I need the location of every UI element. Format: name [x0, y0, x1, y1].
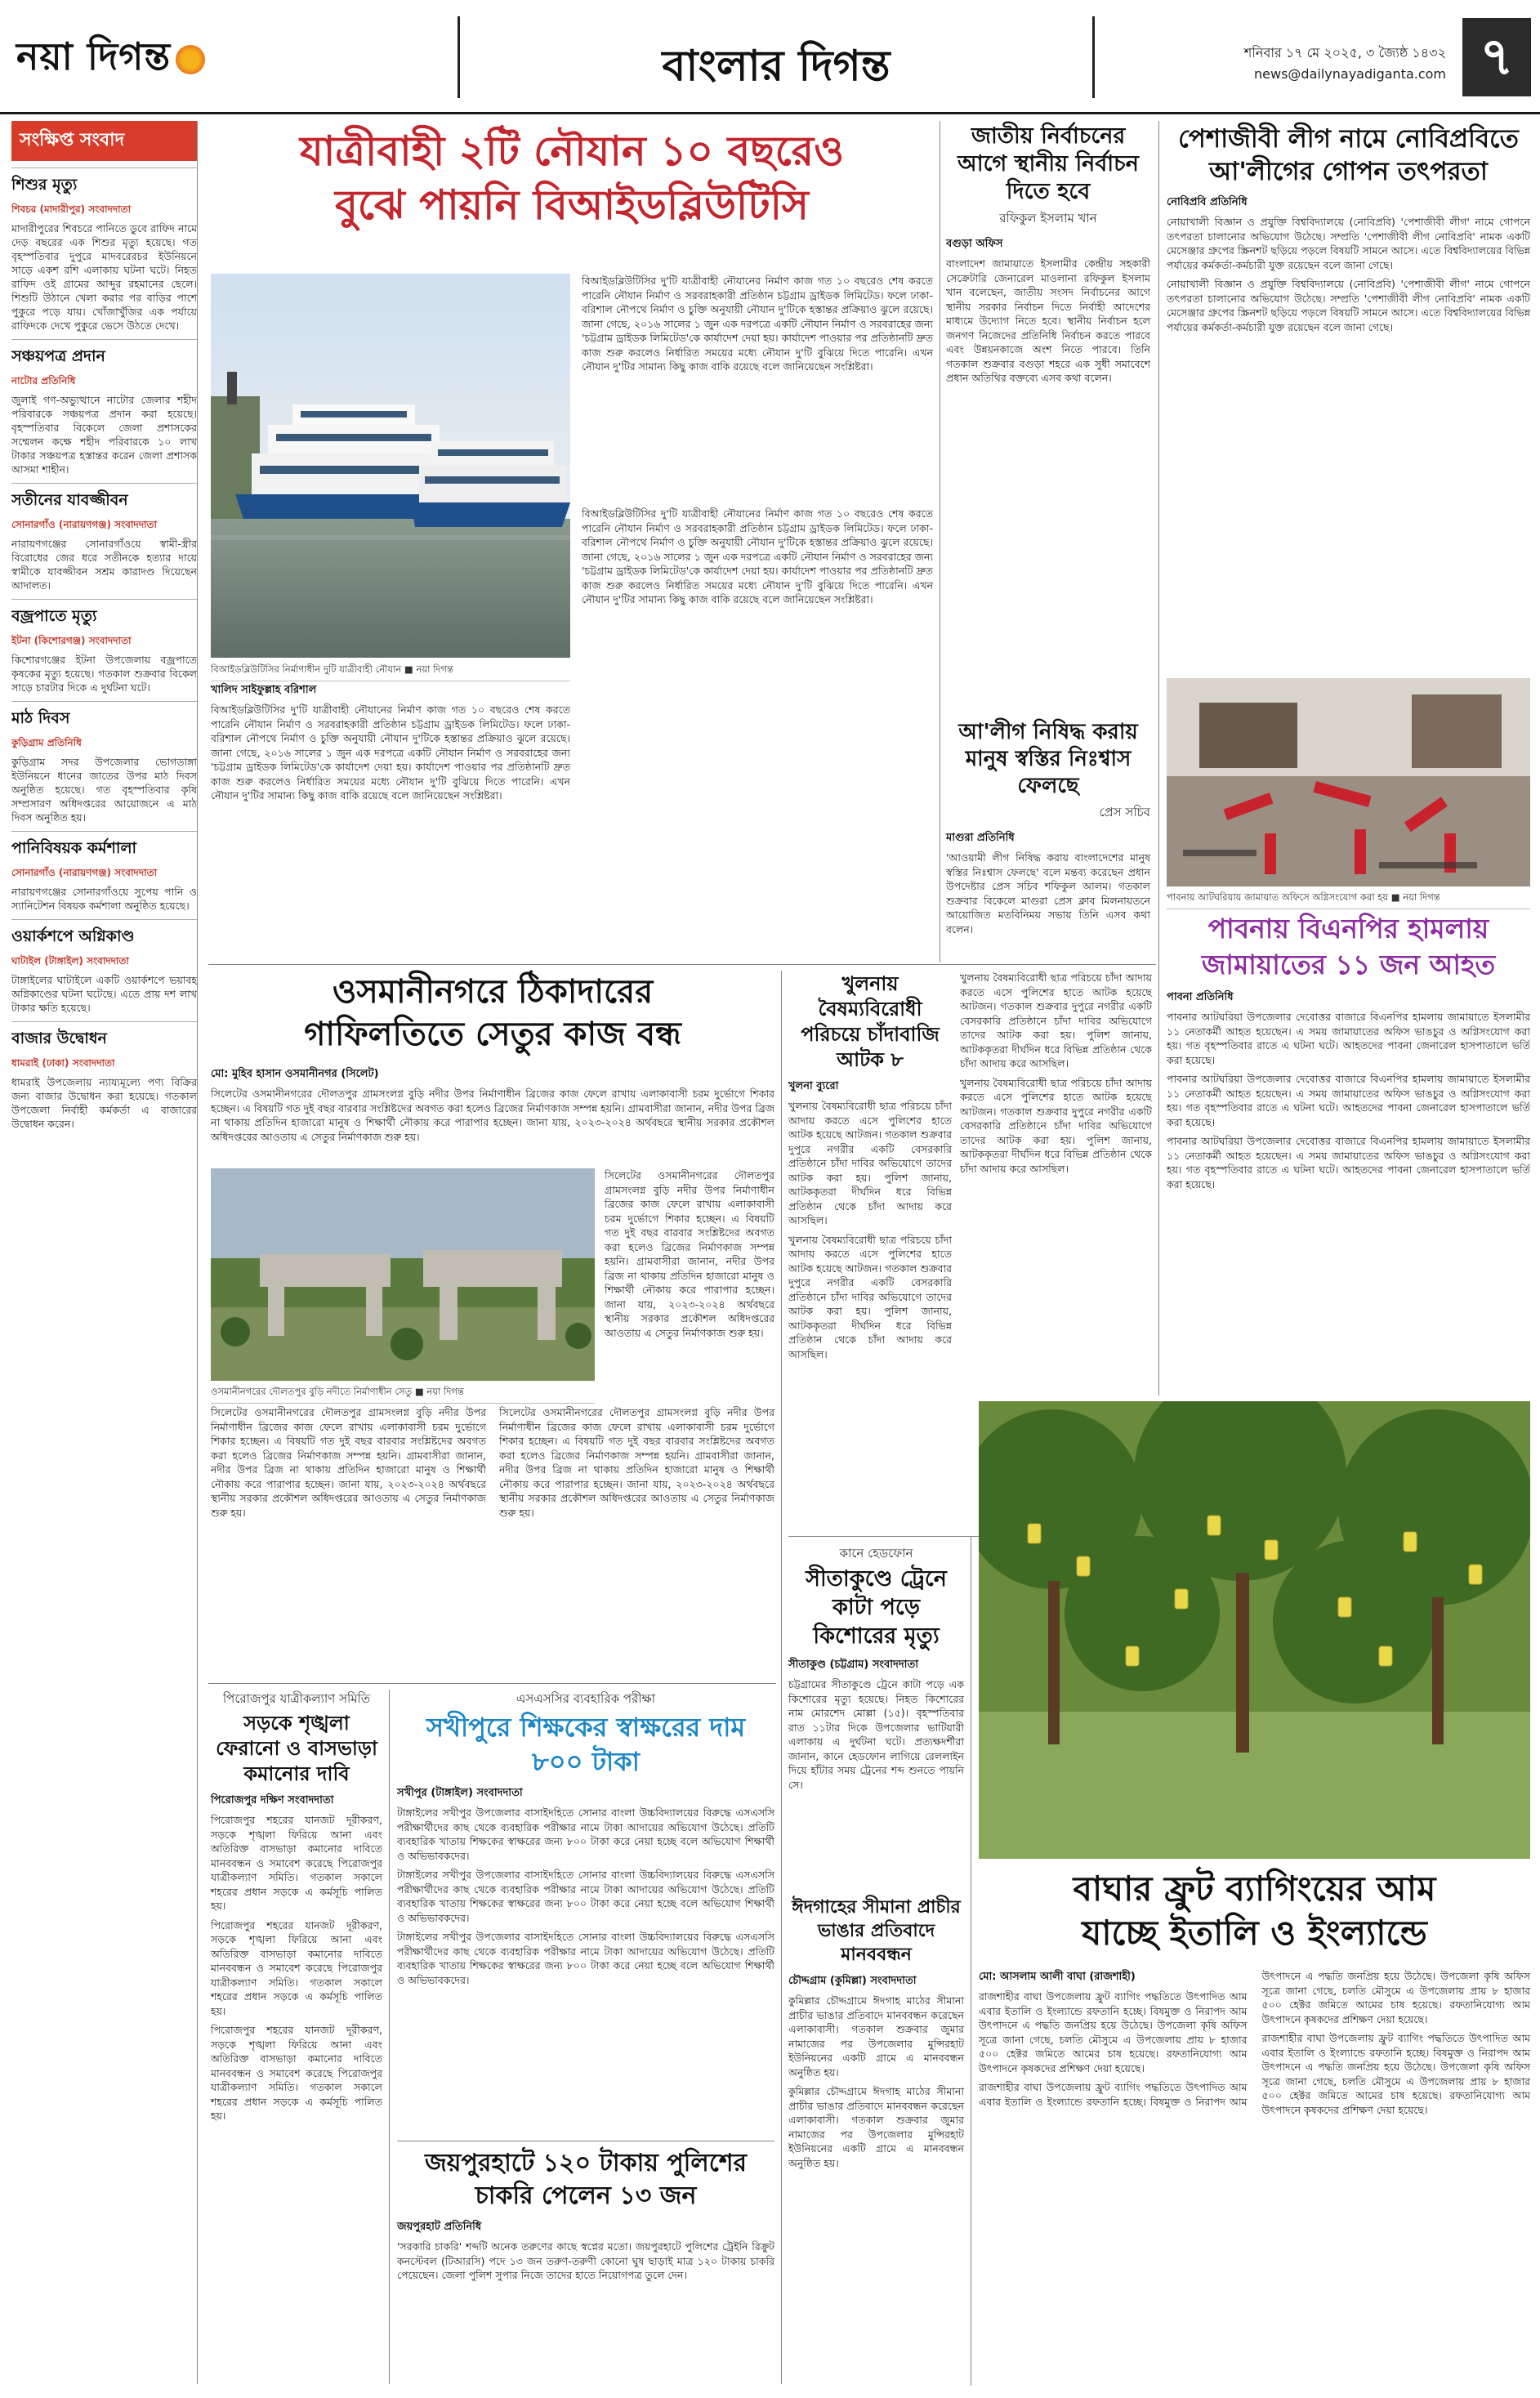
election-story[interactable] — [946, 123, 1150, 386]
train-kicker: কানে হেডফোন — [839, 1546, 913, 1561]
awamileague-byline: মাগুরা প্রতিনিধি — [946, 832, 1015, 844]
bridge-construction-illustration — [211, 1168, 595, 1381]
brief-item[interactable] — [11, 1021, 197, 1131]
extortion-headline: খুলনায় বৈষম্যবিরোধী পরিচয়ে চাঁদাবাজি আটক ৮ — [801, 971, 940, 1071]
brief-body: জুলাই গণ-অভ্যুত্থানে নাটোর জেলার শহীদ পরিবারকে সঞ্চয়পত্র প্রদান করা হয়েছে। বৃহস্পতিবার বিকেলে জেলা প্রশাসকের সম্মেলন কক্ষে শহীদ পরিবারকে ১০ লাখ টাকার সঞ্চয়পত্র হস্তান্তর করেন জেলা প্রশাসক আসমা শাহীন। — [11, 394, 197, 476]
pabna-story[interactable] — [1167, 911, 1530, 1191]
brief-item[interactable] — [11, 483, 197, 592]
road-body-continued: পিরোজপুর শহরের যানজট দূরীকরণ, সড়কে শৃঙ্খলা ফিরিয়ে আনা এবং অতিরিক্ত বাসভাড়া কমানোর দাবিতে মানববন্ধন ও সমাবেশ করেছে পিরোজপুর যাত্রীকল্যাণ সমিতি। গতকাল সকালে শহরের প্রধান সড়কে এ কর্মসূচি পালিত হয়। — [211, 1918, 382, 2017]
brief-title: সতীনের যাবজ্জীবন — [11, 483, 197, 515]
extortion-byline: খুলনা ব্যুরো — [788, 1080, 839, 1092]
lead-body-more: বিআইডব্লিউটিসির দু'টি যাত্রীবাহী নৌযানের নির্মাণ কাজ গত ১০ বছরেও শেষ করতে পারেনি নৌযান নির্মাণ ও সরবরাহকারী প্রতিষ্ঠান চট্টগ্রাম ড্রাইডক লিমিটেড। ফলে ঢাকা-বরিশাল নৌপথে নির্মাণ ও চুক্তি অনুযায়ী নৌযান দু'টিকে হস্তান্তর প্রক্রিয়াও ঝুলে রয়েছে। জানা গেছে, ২০১৬ সালের ১ জুন এক দরপত্রে একটি নৌযান নির্মাণ ও সরবরাহের জন্য 'চট্টগ্রাম ড্রাইডক লিমিটেড'কে কার্যাদেশ দেয়া হয়। কার্যাদেশ পাওয়ার পর প্রতিষ্ঠানটি দ্রুত কাজ শুরু করলেও নির্ধারিত সময়ের মধ্যে নৌযান দু'টি বুঝিয়ে দিতে পারেনি। এখন নৌযান দু'টির সামান্য কিছু কাজ বাকি রয়েছে বলে জানিয়েছেন সংশ্লিষ্টরা। — [582, 507, 933, 605]
column-rule — [389, 1690, 390, 2384]
brief-byline: সোনারগাঁও (নারায়ণগঞ্জ) সংবাদদাতা — [11, 519, 158, 530]
contact-email[interactable]: news@dailynayadiganta.com — [1254, 66, 1446, 82]
brief-item[interactable] — [11, 599, 197, 694]
police-byline: জয়পুরহাট প্রতিনিধি — [397, 2221, 482, 2233]
brief-title: বজ্রপাতে মৃত্যু — [11, 599, 197, 631]
bridge-headline-line-2: গাফিলতিতে সেতুর কাজ বন্ধ — [304, 1015, 681, 1053]
mango-headline-text — [979, 1867, 1530, 1955]
brief-body: টাঙ্গাইলের ঘাটাইলে একটি ওয়ার্কশপে ভয়াবহ অগ্নিকাণ্ডের ঘটনা ঘটেছে। এতে প্রায় দশ লাখ টাকার ক্ষতি হয়েছে। — [11, 974, 197, 1014]
brief-byline: ঘাটাইল (টাঙ্গাইল) সংবাদদাতা — [11, 955, 129, 967]
brief-title: মাঠ দিবস — [11, 701, 197, 733]
section-rule — [208, 1683, 776, 1684]
brief-body: কিশোরগঞ্জের ইটনা উপজেলায় বজ্রপাতে কৃষকের মৃত্যু হয়েছে। গতকাল শুক্রবার বিকেল সাড়ে চারটার দিকে এ দুর্ঘটনা ঘটে। — [11, 654, 197, 694]
awamileague-headline: আ'লীগ নিষিদ্ধ করায় মানুষ স্বস্তির নিঃশ্বাস ফেলছে — [958, 720, 1138, 798]
awamileague-speaker: প্রেস সচিব — [1099, 805, 1150, 819]
issue-date: শনিবার ১৭ মে ২০২৫, ৩ জ্যৈষ্ঠ ১৪৩২ — [1243, 45, 1446, 60]
pabna-photo-caption: পাবনায় আটঘরিয়ায় জামায়াত অফিসে অগ্নিসংযোগ করা হয় ■ নয়া দিগন্ত — [1167, 888, 1530, 909]
brief-byline: শিবচর (মাদারীপুর) সংবাদদাতা — [11, 203, 132, 215]
mango-headline[interactable] — [979, 1867, 1530, 1955]
ship-illustration — [211, 274, 570, 658]
lead-photo-caption: বিআইডব্লিউটিসির নির্মাণাধীন দুটি যাত্রীবাহী নৌযান ■ নয়া দিগন্ত — [211, 660, 570, 681]
lead-body-text: বিআইডব্লিউটিসির দু'টি যাত্রীবাহী নৌযানের নির্মাণ কাজ গত ১০ বছরেও শেষ করতে পারেনি নৌযান নির্মাণ ও সরবরাহকারী প্রতিষ্ঠান চট্টগ্রাম ড্রাইডক লিমিটেড। ফলে ঢাকা-বরিশাল নৌপথে নির্মাণ ও চুক্তি অনুযায়ী নৌযান দু'টিকে হস্তান্তর প্রক্রিয়াও ঝুলে রয়েছে। জানা গেছে, ২০১৬ সালের ১ জুন এক দরপত্রে একটি নৌযান নির্মাণ ও সরবরাহের জন্য 'চট্টগ্রাম ড্রাইডক লিমিটেড'কে কার্যাদেশ দেয়া হয়। কার্যাদেশ পাওয়ার পর প্রতিষ্ঠানটি দ্রুত কাজ শুরু করলেও নির্ধারিত সময়ের মধ্যে নৌযান দু'টি বুঝিয়ে দিতে পারেনি। এখন নৌযান দু'টির সামান্য কিছু কাজ বাকি রয়েছে বলে জানিয়েছেন সংশ্লিষ্টরা। — [211, 703, 570, 802]
bridge-body-cols — [211, 1405, 774, 1522]
vandalized-office-illustration — [1167, 678, 1530, 886]
lead-headline[interactable] — [208, 124, 935, 232]
bridge-headline-line-1: ওসমানীনগরে ঠিকাদারের — [332, 972, 654, 1011]
brief-body: নারায়ণগঞ্জের সোনারগাঁওয়ে স্বামী-স্ত্রীর বিরোধের জের ধরে সতীনকে হত্যার দায়ে স্বামীকে যাবজ্জীবন সশ্রম কারাদণ্ড দিয়েছেন আদালত। — [11, 538, 197, 592]
mango-body-more: রাজশাহীর বাঘা উপজেলায় ফ্রুট ব্যাগিং পদ্ধতিতে উৎপাদিত আম এবার ইতালি ও ইংল্যান্ডে রফতানি হচ্ছে। বিষমুক্ত ও নিরাপদ আম উৎপাদনে এ পদ্ধতি জনপ্রিয় হয়ে উঠেছে। উপজেলা কৃষি অফিস সূত্রে জানা গেছে, চলতি মৌসুমে এ উপজেলায় প্রায় ৮ হাজার ৫০০ হেক্টর জমিতে আমের চাষ হয়েছে। রফতানিযোগ্য আম উৎপাদনে কৃষকদের প্রশিক্ষণ দেয়া হয়েছে। — [1261, 2032, 1530, 2116]
extortion-col-2 — [960, 971, 1152, 1176]
bridge-caption-text: ওসমানীনগরের দৌলতপুর বুড়ি নদীতে নির্মাণাধীন সেতু — [211, 1386, 413, 1397]
lead-caption-text: বিআইডব্লিউটিসির নির্মাণাধীন দুটি যাত্রীবাহী নৌযান — [211, 663, 402, 675]
election-byline: বগুড়া অফিস — [946, 238, 1003, 250]
professional-headline: পেশাজীবী লীগ নামে নোবিপ্রবিতে আ'লীগের গোপন তৎপরতা — [1178, 124, 1519, 186]
pabna-credit: নয়া দিগন্ত — [1403, 891, 1440, 903]
train-story[interactable] — [788, 1544, 964, 1792]
exam-byline: সখীপুর (টাঙ্গাইল) সংবাদদাতা — [397, 1787, 523, 1799]
lead-body-col-1 — [211, 682, 570, 803]
brief-byline: ধামরাই (ঢাকা) সংবাদদাতা — [11, 1057, 115, 1069]
bridge-photo[interactable] — [211, 1168, 595, 1381]
professional-body-continued: নোয়াখালী বিজ্ঞান ও প্রযুক্তি বিশ্ববিদ্যালয়ে (নোবিপ্রবি) 'পেশাজীবী লীগ' নামে গোপনে তৎপরতা চালানোর অভিযোগ উঠেছে। সম্প্রতি 'পেশাজীবী লীগ নোবিপ্রবি' নামক একটি মেসেঞ্জার গ্রুপের স্ক্রিনশট ছড়িয়ে পড়লে বিষয়টি সামনে আসে। এতে বিশ্ববিদ্যালয়ের বিভিন্ন পর্যায়ের কর্মকর্তা-কর্মচারী যুক্ত রয়েছেন বলে জানা গেছে। — [1167, 278, 1530, 333]
bridge-side-col — [605, 1168, 774, 1340]
bridge-photo-caption: ওসমানীনগরের দৌলতপুর বুড়ি নদীতে নির্মাণাধীন সেতু ■ নয়া দিগন্ত — [211, 1382, 595, 1404]
wall-byline: চৌদ্দগ্রাম (কুমিল্লা) সংবাদদাতা — [788, 1975, 917, 1987]
lead-body-col-2 — [582, 274, 933, 374]
column-rule — [781, 971, 782, 2384]
train-byline: সীতাকুণ্ড (চট্টগ্রাম) সংবাদদাতা — [788, 1659, 918, 1671]
road-headline: সড়কে শৃঙ্খলা ফেরানো ও বাসভাড়া কমানোর দাবি — [216, 1711, 377, 1785]
brief-body: নারায়ণগঞ্জের সোনারগাঁওয়ে সুপেয় পানি ও স্যানিটেশন বিষয়ক কর্মশালা অনুষ্ঠিত হয়েছে। — [11, 886, 197, 912]
bridge-intro — [211, 1066, 774, 1144]
lead-headline-line-2: বুঝে পায়নি বিআইডব্লিউটিসি — [335, 181, 809, 229]
mango-body-continued: রাজশাহীর বাঘা উপজেলায় ফ্রুট ব্যাগিং পদ্ধতিতে উৎপাদিত আম এবার ইতালি ও ইংল্যান্ডে রফতানি হচ্ছে। বিষমুক্ত ও নিরাপদ আম উৎপাদনে এ পদ্ধতি জনপ্রিয় হয়ে উঠেছে। উপজেলা কৃষি অফিস সূত্রে জানা গেছে, চলতি মৌসুমে এ উপজেলায় প্রায় ৮ হাজার ৫০০ হেক্টর জমিতে আমের চাষ হয়েছে। রফতানিযোগ্য আম উৎপাদনে কৃষকদের প্রশিক্ষণ দেয়া হয়েছে। — [979, 1970, 1530, 2108]
extortion-body-continued: খুলনায় বৈষম্যবিরোধী ছাত্র পরিচয়ে চাঁদা আদায় করতে এসে পুলিশের হাতে আটক হয়েছে আটজন। গতকাল শুক্রবার দুপুরে নগরীর একটি বেসরকারি প্রতিষ্ঠানে চাঁদা দাবির অভিযোগে তাদের আটক করা হয়। পুলিশ জানায়, আটককৃতরা দীর্ঘদিন ধরে বিভিন্ন প্রতিষ্ঠান থেকে চাঁদা আদায় করে আসছিল। — [788, 1233, 953, 1360]
awamileague-story[interactable] — [946, 719, 1150, 936]
column-rule — [1158, 121, 1159, 1395]
election-headline: জাতীয় নির্বাচনের আগে স্থানীয় নির্বাচন দিতে হবে — [957, 123, 1139, 204]
pabna-body-more: পাবনার আটঘরিয়া উপজেলার দেবোত্তর বাজারে বিএনপির হামলায় জামায়াতে ইসলামীর ১১ নেতাকর্মী আহত হয়েছেন। এ সময় জামায়াতের অফিস ভাঙচুর ও অগ্নিসংযোগ করা হয়। গত বৃহস্পতিবার রাতে এ ঘটনা ঘটে। আহতদের পাবনা জেনারেল হাসপাতালে ভর্তি করা হয়েছে। — [1167, 1135, 1530, 1190]
train-body: চট্টগ্রামের সীতাকুণ্ডে ট্রেনে কাটা পড়ে এক কিশোরের মৃত্যু হয়েছে। নিহত কিশোরের নাম মোরশেদ মোল্লা (১৫)। বৃহস্পতিবার রাত ১১টার দিকে উপজেলার ভাটিয়ারী এলাকায় এ দুর্ঘটনা ঘটে। প্রত্যক্ষদর্শীরা জানান, কানে হেডফোন লাগিয়ে রেললাইন দিয়ে হাঁটার সময় ট্রেনের শব্দ শুনতে পায়নি সে। — [788, 1678, 964, 1791]
brief-body: ধামরাই উপজেলায় ন্যায্যমূল্যে পণ্য বিক্রির জন্য বাজার উদ্বোধন করা হয়েছে। গতকাল উপজেলা নির্বাহী কর্মকর্তা এ বাজারের উদ্বোধন করেন। — [11, 1076, 197, 1130]
police-story[interactable] — [397, 2147, 774, 2283]
mango-photo[interactable] — [979, 1401, 1530, 1859]
mango-orchard-illustration — [979, 1401, 1530, 1859]
logo-text: নয়া দিগন্ত — [16, 34, 172, 78]
page-number: ৭ — [1462, 18, 1531, 96]
brief-byline: সোনারগাঁও (নারায়ণগঞ্জ) সংবাদদাতা — [11, 867, 158, 878]
section-title: বাংলার দিগন্ত — [662, 41, 891, 91]
brief-title: সঞ্চয়পত্র প্রদান — [11, 339, 197, 371]
exam-body: টাঙ্গাইলের সখীপুর উপজেলার বাসাইদহিতে সোনার বাংলা উচ্চবিদ্যালয়ের বিরুদ্ধে এসএসসি পরীক্ষার্থীদের কাছ থেকে ব্যবহারিক পরীক্ষার নামে টাকা আদায়ের অভিযোগ উঠেছে। প্রতিটি ব্যবহারিক খাতায় শিক্ষকের স্বাক্ষরের জন্য ৮০০ টাকা করে নেয়া হচ্ছে বলে অভিযোগ শিক্ষার্থী ও অভিভাবকদের। — [397, 1806, 774, 1862]
bridge-story-head[interactable] — [211, 971, 774, 1056]
dateline — [1225, 42, 1446, 85]
lead-body-col-3 — [582, 507, 933, 607]
professional-byline: নোবিপ্রবি প্রতিনিধি — [1167, 196, 1248, 208]
bridge-body-more: সিলেটের ওসমানীনগরের দৌলতপুর গ্রামসংলগ্ন বুড়ি নদীর উপর নির্মাণাধীন ব্রিজের কাজ ফেলে রাখায় এলাকাবাসী চরম দুর্ভোগে শিকার হচ্ছেন। এ বিষয়টি গত দুই বছর বারবার সংশ্লিষ্টদের অবগত করা হলেও ব্রিজের নির্মাণকাজ সম্পন্ন হয়নি। গ্রামবাসীরা জানান, নদীর উপর ব্রিজ না থাকায় প্রতিদিন হাজারো মানুষ ও শিক্ষার্থী নৌকায় করে পারাপার হচ্ছেন। জানা যায়, ২০২৩-২০২৪ অর্থবছরে স্থানীয় সরকার প্রকৌশল অধিদপ্তরের আওতায় এ সেতুর নির্মাণকাজ শুরু হয়। — [499, 1406, 774, 1519]
brief-item[interactable] — [11, 919, 197, 1015]
mango-headline-line-2: যাচ্ছে ইতালি ও ইংল্যান্ডে — [1082, 1913, 1427, 1953]
newspaper-logo[interactable] — [16, 31, 261, 88]
extortion-body: খুলনায় বৈষম্যবিরোধী ছাত্র পরিচয়ে চাঁদা আদায় করতে এসে পুলিশের হাতে আটক হয়েছে আটজন। গতকাল শুক্রবার দুপুরে নগরীর একটি বেসরকারি প্রতিষ্ঠানে চাঁদা দাবির অভিযোগে তাদের আটক করা হয়। পুলিশ জানায়, আটককৃতরা দীর্ঘদিন ধরে বিভিন্ন প্রতিষ্ঠান থেকে চাঁদা আদায় করে আসছিল। — [788, 1100, 953, 1226]
pabna-headline: পাবনায় বিএনপির হামলায় জামায়াতের ১১ জন আহত — [1201, 913, 1496, 980]
pabna-body-continued: পাবনার আটঘরিয়া উপজেলার দেবোত্তর বাজারে বিএনপির হামলায় জামায়াতে ইসলামীর ১১ নেতাকর্মী আহত হয়েছেন। এ সময় জামায়াতের অফিস ভাঙচুর ও অগ্নিসংযোগ করা হয়। গত বৃহস্পতিবার রাতে এ ঘটনা ঘটে। আহতদের পাবনা জেনারেল হাসপাতালে ভর্তি করা হয়েছে। — [1167, 1073, 1530, 1128]
brief-title: শিশুর মৃত্যু — [11, 167, 197, 199]
mango-body-text: রাজশাহীর বাঘা উপজেলায় ফ্রুট ব্যাগিং পদ্ধতিতে উৎপাদিত আম এবার ইতালি ও ইংল্যান্ডে রফতানি হচ্ছে। বিষমুক্ত ও নিরাপদ আম উৎপাদনে এ পদ্ধতি জনপ্রিয় হয়ে উঠেছে। উপজেলা কৃষি অফিস সূত্রে জানা গেছে, চলতি মৌসুমে এ উপজেলায় প্রায় ৮ হাজার ৫০০ হেক্টর জমিতে আমের চাষ হয়েছে। রফতানিযোগ্য আম উৎপাদনে কৃষকদের প্রশিক্ষণ দেয়া হয়েছে। — [979, 1990, 1248, 2074]
lead-headline-line-1: যাত্রীবাহী ২টি নৌযান ১০ বছরেও — [300, 127, 844, 175]
road-kicker: পিরোজপুর যাত্রীকল্যাণ সমিতি — [222, 1691, 371, 1706]
pabna-body: পাবনার আটঘরিয়া উপজেলার দেবোত্তর বাজারে বিএনপির হামলায় জামায়াতে ইসলামীর ১১ নেতাকর্মী আহত হয়েছেন। এ সময় জামায়াতের অফিস ভাঙচুর ও অগ্নিসংযোগ করা হয়। গত বৃহস্পতিবার রাতে এ ঘটনা ঘটে। আহতদের পাবনা জেনারেল হাসপাতালে ভর্তি করা হয়েছে। — [1167, 1011, 1530, 1066]
brief-byline: নাটোর প্রতিনিধি — [11, 375, 76, 386]
awamileague-body: 'আওয়ামী লীগ নিষিদ্ধ করায় বাংলাদেশের মানুষ স্বস্তির নিঃশ্বাস ফেলছে' বলে মন্তব্য করেছেন প্রধান উপদেষ্টার প্রেস সচিব শফিকুল আলম। গতকাল শুক্রবার বিকেলে মাগুরা প্রেস ক্লাব মিলনায়তনে আয়োজিত মতবিনিময় সভায় তিনি এসব কথা বলেন। — [946, 851, 1150, 936]
briefs-column — [11, 121, 198, 2384]
pabna-byline: পাবনা প্রতিনিধি — [1167, 991, 1234, 1003]
brief-item[interactable] — [11, 339, 197, 476]
professional-body: নোয়াখালী বিজ্ঞান ও প্রযুক্তি বিশ্ববিদ্যালয়ে (নোবিপ্রবি) 'পেশাজীবী লীগ' নামে গোপনে তৎপরতা চালানোর অভিযোগ উঠেছে। সম্প্রতি 'পেশাজীবী লীগ নোবিপ্রবি' নামক একটি মেসেঞ্জার গ্রুপের স্ক্রিনশট ছড়িয়ে পড়লে বিষয়টি সামনে আসে। এতে বিশ্ববিদ্যালয়ের বিভিন্ন পর্যায়ের কর্মকর্তা-কর্মচারী যুক্ত রয়েছেন বলে জানা গেছে। — [1167, 216, 1530, 271]
mango-byline: মো: আসলাম আলী বাঘা (রাজশাহী) — [979, 1971, 1136, 1983]
brief-item[interactable] — [11, 701, 197, 824]
section-rule — [208, 964, 1156, 965]
wall-headline: ঈদগাহের সীমানা প্রাচীর ভাঙার প্রতিবাদে মানববন্ধন — [792, 1896, 961, 1965]
mango-body — [979, 1969, 1530, 2117]
election-body: বাংলাদেশ জামায়াতে ইসলামীর কেন্দ্রীয় সহকারী সেক্রেটারি জেনারেল মাওলানা রফিকুল ইসলাম খান বলেছেন, জাতীয় সংসদ নির্বাচনের আগে স্থানীয় সরকার নির্বাচন দিতে নির্বাহী আদেশের মাধ্যমে উদ্যোগ নিতে হবে। স্থানীয় নির্বাচন হলে জনগণ নিজেদের প্রতিনিধি নির্বাচন করতে পারবে এবং উন্নয়নকাজে অংশ নিতে পারবে। তিনি গতকাল শুক্রবার বগুড়া শহরে এক সুধী সমাবেশে প্রধান অতিথির বক্তব্যে এসব কথা বলেন। — [946, 257, 1150, 384]
briefs-header: সংক্ষিপ্ত সংবাদ — [11, 121, 197, 161]
extortion-body-extra: খুলনায় বৈষম্যবিরোধী ছাত্র পরিচয়ে চাঁদা আদায় করতে এসে পুলিশের হাতে আটক হয়েছে আটজন। গতকাল শুক্রবার দুপুরে নগরীর একটি বেসরকারি প্রতিষ্ঠানে চাঁদা দাবির অভিযোগে তাদের আটক করা হয়। পুলিশ জানায়, আটককৃতরা দীর্ঘদিন ধরে বিভিন্ন প্রতিষ্ঠান থেকে চাঁদা আদায় করে আসছিল। — [960, 1076, 1152, 1175]
wall-body: কুমিল্লার চৌদ্দগ্রামে ঈদগাহ মাঠের সীমানা প্রাচীর ভাঙার প্রতিবাদে মানববন্ধন করেছেন এলাকাবাসী। গতকাল শুক্রবার জুমার নামাজের পর উপজেলার মুন্সিরহাট ইউনিয়নের একটি গ্রামে এ মানববন্ধন অনুষ্ঠিত হয়। — [788, 1994, 964, 2079]
lead-body-continued: বিআইডব্লিউটিসির দু'টি যাত্রীবাহী নৌযানের নির্মাণ কাজ গত ১০ বছরেও শেষ করতে পারেনি নৌযান নির্মাণ ও সরবরাহকারী প্রতিষ্ঠান চট্টগ্রাম ড্রাইডক লিমিটেড। ফলে ঢাকা-বরিশাল নৌপথে নির্মাণ ও চুক্তি অনুযায়ী নৌযান দু'টিকে হস্তান্তর প্রক্রিয়াও ঝুলে রয়েছে। জানা গেছে, ২০১৬ সালের ১ জুন এক দরপত্রে একটি নৌযান নির্মাণ ও সরবরাহের জন্য 'চট্টগ্রাম ড্রাইডক লিমিটেড'কে কার্যাদেশ দেয়া হয়। কার্যাদেশ পাওয়ার পর প্রতিষ্ঠানটি দ্রুত কাজ শুরু করলেও নির্ধারিত সময়ের মধ্যে নৌযান দু'টি বুঝিয়ে দিতে পারেনি। এখন নৌযান দু'টির সামান্য কিছু কাজ বাকি রয়েছে বলে জানিয়েছেন সংশ্লিষ্টরা। — [582, 275, 933, 373]
bridge-credit: নয়া দিগন্ত — [426, 1386, 464, 1397]
exam-headline: সখীপুরে শিক্ষকের স্বাক্ষরের দাম ৮০০ টাকা — [426, 1712, 746, 1777]
lead-credit: নয়া দিগন্ত — [416, 663, 453, 675]
brief-item[interactable] — [11, 167, 197, 333]
wall-story[interactable] — [788, 1896, 964, 2170]
exam-body-more: টাঙ্গাইলের সখীপুর উপজেলার বাসাইদহিতে সোনার বাংলা উচ্চবিদ্যালয়ের বিরুদ্ধে এসএসসি পরীক্ষার্থীদের কাছ থেকে ব্যবহারিক পরীক্ষার নামে টাকা আদায়ের অভিযোগ উঠেছে। প্রতিটি ব্যবহারিক খাতায় শিক্ষকের স্বাক্ষরের জন্য ৮০০ টাকা করে নেয়া হচ্ছে বলে অভিযোগ শিক্ষার্থী ও অভিভাবকদের। — [397, 1931, 774, 1986]
exam-story[interactable] — [397, 1690, 774, 1987]
extortion-story[interactable] — [788, 971, 952, 1361]
road-story[interactable] — [211, 1690, 382, 2123]
wall-body-continued: কুমিল্লার চৌদ্দগ্রামে ঈদগাহ মাঠের সীমানা প্রাচীর ভাঙার প্রতিবাদে মানববন্ধন করেছেন এলাকাবাসী। গতকাল শুক্রবার জুমার নামাজের পর উপজেলার মুন্সিরহাট ইউনিয়নের একটি গ্রামে এ মানববন্ধন অনুষ্ঠিত হয়। — [788, 2085, 964, 2169]
bridge-body-continued: সিলেটের ওসমানীনগরের দৌলতপুর গ্রামসংলগ্ন বুড়ি নদীর উপর নির্মাণাধীন ব্রিজের কাজ ফেলে রাখায় এলাকাবাসী চরম দুর্ভোগে শিকার হচ্ছেন। এ বিষয়টি গত দুই বছর বারবার সংশ্লিষ্টদের অবগত করা হলেও ব্রিজের নির্মাণকাজ সম্পন্ন হয়নি। গ্রামবাসীরা জানান, নদীর উপর ব্রিজ না থাকায় প্রতিদিন হাজারো মানুষ ও শিক্ষার্থী নৌকায় করে পারাপার হচ্ছেন। জানা যায়, ২০২৩-২০২৪ অর্থবছরে স্থানীয় সরকার প্রকৌশল অধিদপ্তরের আওতায় এ সেতুর নির্মাণকাজ শুরু হয়। — [211, 1406, 486, 1519]
brief-item[interactable] — [11, 831, 197, 913]
bridge-body-side: সিলেটের ওসমানীনগরের দৌলতপুর গ্রামসংলগ্ন বুড়ি নদীর উপর নির্মাণাধীন ব্রিজের কাজ ফেলে রাখায় এলাকাবাসী চরম দুর্ভোগে শিকার হচ্ছেন। এ বিষয়টি গত দুই বছর বারবার সংশ্লিষ্টদের অবগত করা হলেও ব্রিজের নির্মাণকাজ সম্পন্ন হয়নি। গ্রামবাসীরা জানান, নদীর উপর ব্রিজ না থাকায় প্রতিদিন হাজারো মানুষ ও শিক্ষার্থী নৌকায় করে পারাপার হচ্ছেন। জানা যায়, ২০২৩-২০২৪ অর্থবছরে স্থানীয় সরকার প্রকৌশল অধিদপ্তরের আওতায় এ সেতুর নির্মাণকাজ শুরু হয়। — [605, 1169, 774, 1339]
lead-photo[interactable] — [211, 274, 570, 658]
road-byline: পিরোজপুর দক্ষিণ সংবাদদাতা — [211, 1794, 334, 1806]
briefs-list — [11, 167, 197, 1131]
brief-body: মাদারীপুরের শিবচরে পানিতে ডুবে রাফিদ নামে দেড় বছরের এক শিশুর মৃত্যু হয়েছে। গত বৃহস্পতিবার দুপুরে মাদবরেরচর ইউনিয়নে সাড়ে একশ রশি এলাকায় ঘটনা ঘটে। নিহত রাফিদ ওই গ্রামের আব্দুর রহমানের ছেলে। শিশুটি উঠানে খেলা করার পর বাড়ির পাশে পুকুরে পড়ে যায়। খোঁজাখুঁজির এক পর্যায়ে রাফিদকে দেখে পুকুরে ভেসে উঠতে দেখে। — [11, 222, 197, 332]
pabna-caption-text: পাবনায় আটঘরিয়ায় জামায়াত অফিসে অগ্নিসংযোগ করা হয় — [1167, 891, 1389, 903]
brief-byline: ইটনা (কিশোরগঞ্জ) সংবাদদাতা — [11, 635, 132, 646]
pabna-photo[interactable] — [1167, 678, 1530, 886]
exam-body-continued: টাঙ্গাইলের সখীপুর উপজেলার বাসাইদহিতে সোনার বাংলা উচ্চবিদ্যালয়ের বিরুদ্ধে এসএসসি পরীক্ষার্থীদের কাছ থেকে ব্যবহারিক পরীক্ষার নামে টাকা আদায়ের অভিযোগ উঠেছে। প্রতিটি ব্যবহারিক খাতায় শিক্ষকের স্বাক্ষরের জন্য ৮০০ টাকা করে নেয়া হচ্ছে বলে অভিযোগ শিক্ষার্থী ও অভিভাবকদের। — [397, 1869, 774, 1924]
election-speaker: রফিকুল ইসলাম খান — [999, 211, 1097, 226]
police-body: 'সরকারি চাকরি' শব্দটি অনেক তরুণের কাছে স্বপ্নের মতো। জয়পুরহাটে পুলিশের ট্রেইনি রিক্রুট কনস্টেবল (টিআরসি) পদে ১৩ জন তরুণ-তরুণী কোনো ঘুষ ছাড়াই মাত্র ১২০ টাকায় চাকরি পেয়েছেন। জেলা পুলিশ সুপার নিজে তাদের হাতে নিয়োগপত্র তুলে দেন। — [397, 2240, 774, 2281]
mango-headline-line-1: বাঘার ফ্রুট ব্যাগিংয়ের আম — [1073, 1869, 1436, 1909]
brief-title: ওয়ার্কশপে অগ্নিকাণ্ড — [11, 919, 197, 951]
exam-kicker: এসএসসির ব্যবহারিক পরীক্ষা — [516, 1691, 656, 1706]
brief-title: পানিবিষয়ক কর্মশালা — [11, 831, 197, 863]
bridge-byline: মো: মুহিব হাসান ওসমানীনগর (সিলেট) — [211, 1068, 379, 1080]
train-headline: সীতাকুণ্ডে ট্রেনে কাটা পড়ে কিশোরের মৃত্যু — [806, 1566, 947, 1649]
road-body: পিরোজপুর শহরের যানজট দূরীকরণ, সড়কে শৃঙ্খলা ফিরিয়ে আনা এবং অতিরিক্ত বাসভাড়া কমানোর দাবিতে মানববন্ধন ও সমাবেশ করেছে পিরোজপুর যাত্রীকল্যাণ সমিতি। গতকাল সকালে শহরের প্রধান সড়কে এ কর্মসূচি পালিত হয়। — [211, 1814, 382, 1912]
lead-byline: খালিদ সাইফুল্লাহ বরিশাল — [211, 684, 317, 696]
road-body-more: পিরোজপুর শহরের যানজট দূরীকরণ, সড়কে শৃঙ্খলা ফিরিয়ে আনা এবং অতিরিক্ত বাসভাড়া কমানোর দাবিতে মানববন্ধন ও সমাবেশ করেছে পিরোজপুর যাত্রীকল্যাণ সমিতি। গতকাল সকালে শহরের প্রধান সড়কে এ কর্মসূচি পালিত হয়। — [211, 2024, 382, 2122]
brief-body: কুড়িগ্রাম সদর উপজেলার ভোগডাঙ্গা ইউনিয়নে ধানের জাতের উপর মাঠ দিবস অনুষ্ঠিত হয়েছে। গত বৃহস্পতিবার কৃষি সম্প্রসারণ অধিদপ্তরের আয়োজনে এ মাঠ দিবস অনুষ্ঠিত হয়। — [11, 756, 197, 824]
bridge-body: সিলেটের ওসমানীনগরের দৌলতপুর গ্রামসংলগ্ন বুড়ি নদীর উপর নির্মাণাধীন ব্রিজের কাজ ফেলে রাখায় এলাকাবাসী চরম দুর্ভোগে শিকার হচ্ছেন। এ বিষয়টি গত দুই বছর বারবার সংশ্লিষ্টদের অবগত করা হলেও ব্রিজের নির্মাণকাজ সম্পন্ন হয়নি। গ্রামবাসীরা জানান, নদীর উপর ব্রিজ না থাকায় প্রতিদিন হাজারো মানুষ ও শিক্ষার্থী নৌকায় করে পারাপার হচ্ছেন। জানা যায়, ২০২৩-২০২৪ অর্থবছরে স্থানীয় সরকার প্রকৌশল অধিদপ্তরের আওতায় এ সেতুর নির্মাণকাজ শুরু হয়। — [211, 1087, 774, 1143]
bridge-headline — [211, 971, 774, 1056]
sun-icon — [176, 45, 205, 74]
masthead — [0, 0, 1540, 114]
brief-byline: কুড়িগ্রাম প্রতিনিধি — [11, 737, 82, 748]
brief-title: বাজার উদ্বোধন — [11, 1021, 197, 1053]
extortion-body-more: খুলনায় বৈষম্যবিরোধী ছাত্র পরিচয়ে চাঁদা আদায় করতে এসে পুলিশের হাতে আটক হয়েছে আটজন। গতকাল শুক্রবার দুপুরে নগরীর একটি বেসরকারি প্রতিষ্ঠানে চাঁদা দাবির অভিযোগে তাদের আটক করা হয়। পুলিশ জানায়, আটককৃতরা দীর্ঘদিন ধরে বিভিন্ন প্রতিষ্ঠান থেকে চাঁদা আদায় করে আসছিল। — [960, 971, 1152, 1069]
professional-story[interactable] — [1167, 123, 1530, 334]
police-headline: জয়পুরহাটে ১২০ টাকায় পুলিশের চাকরি পেলেন ১৩ জন — [424, 2149, 748, 2210]
